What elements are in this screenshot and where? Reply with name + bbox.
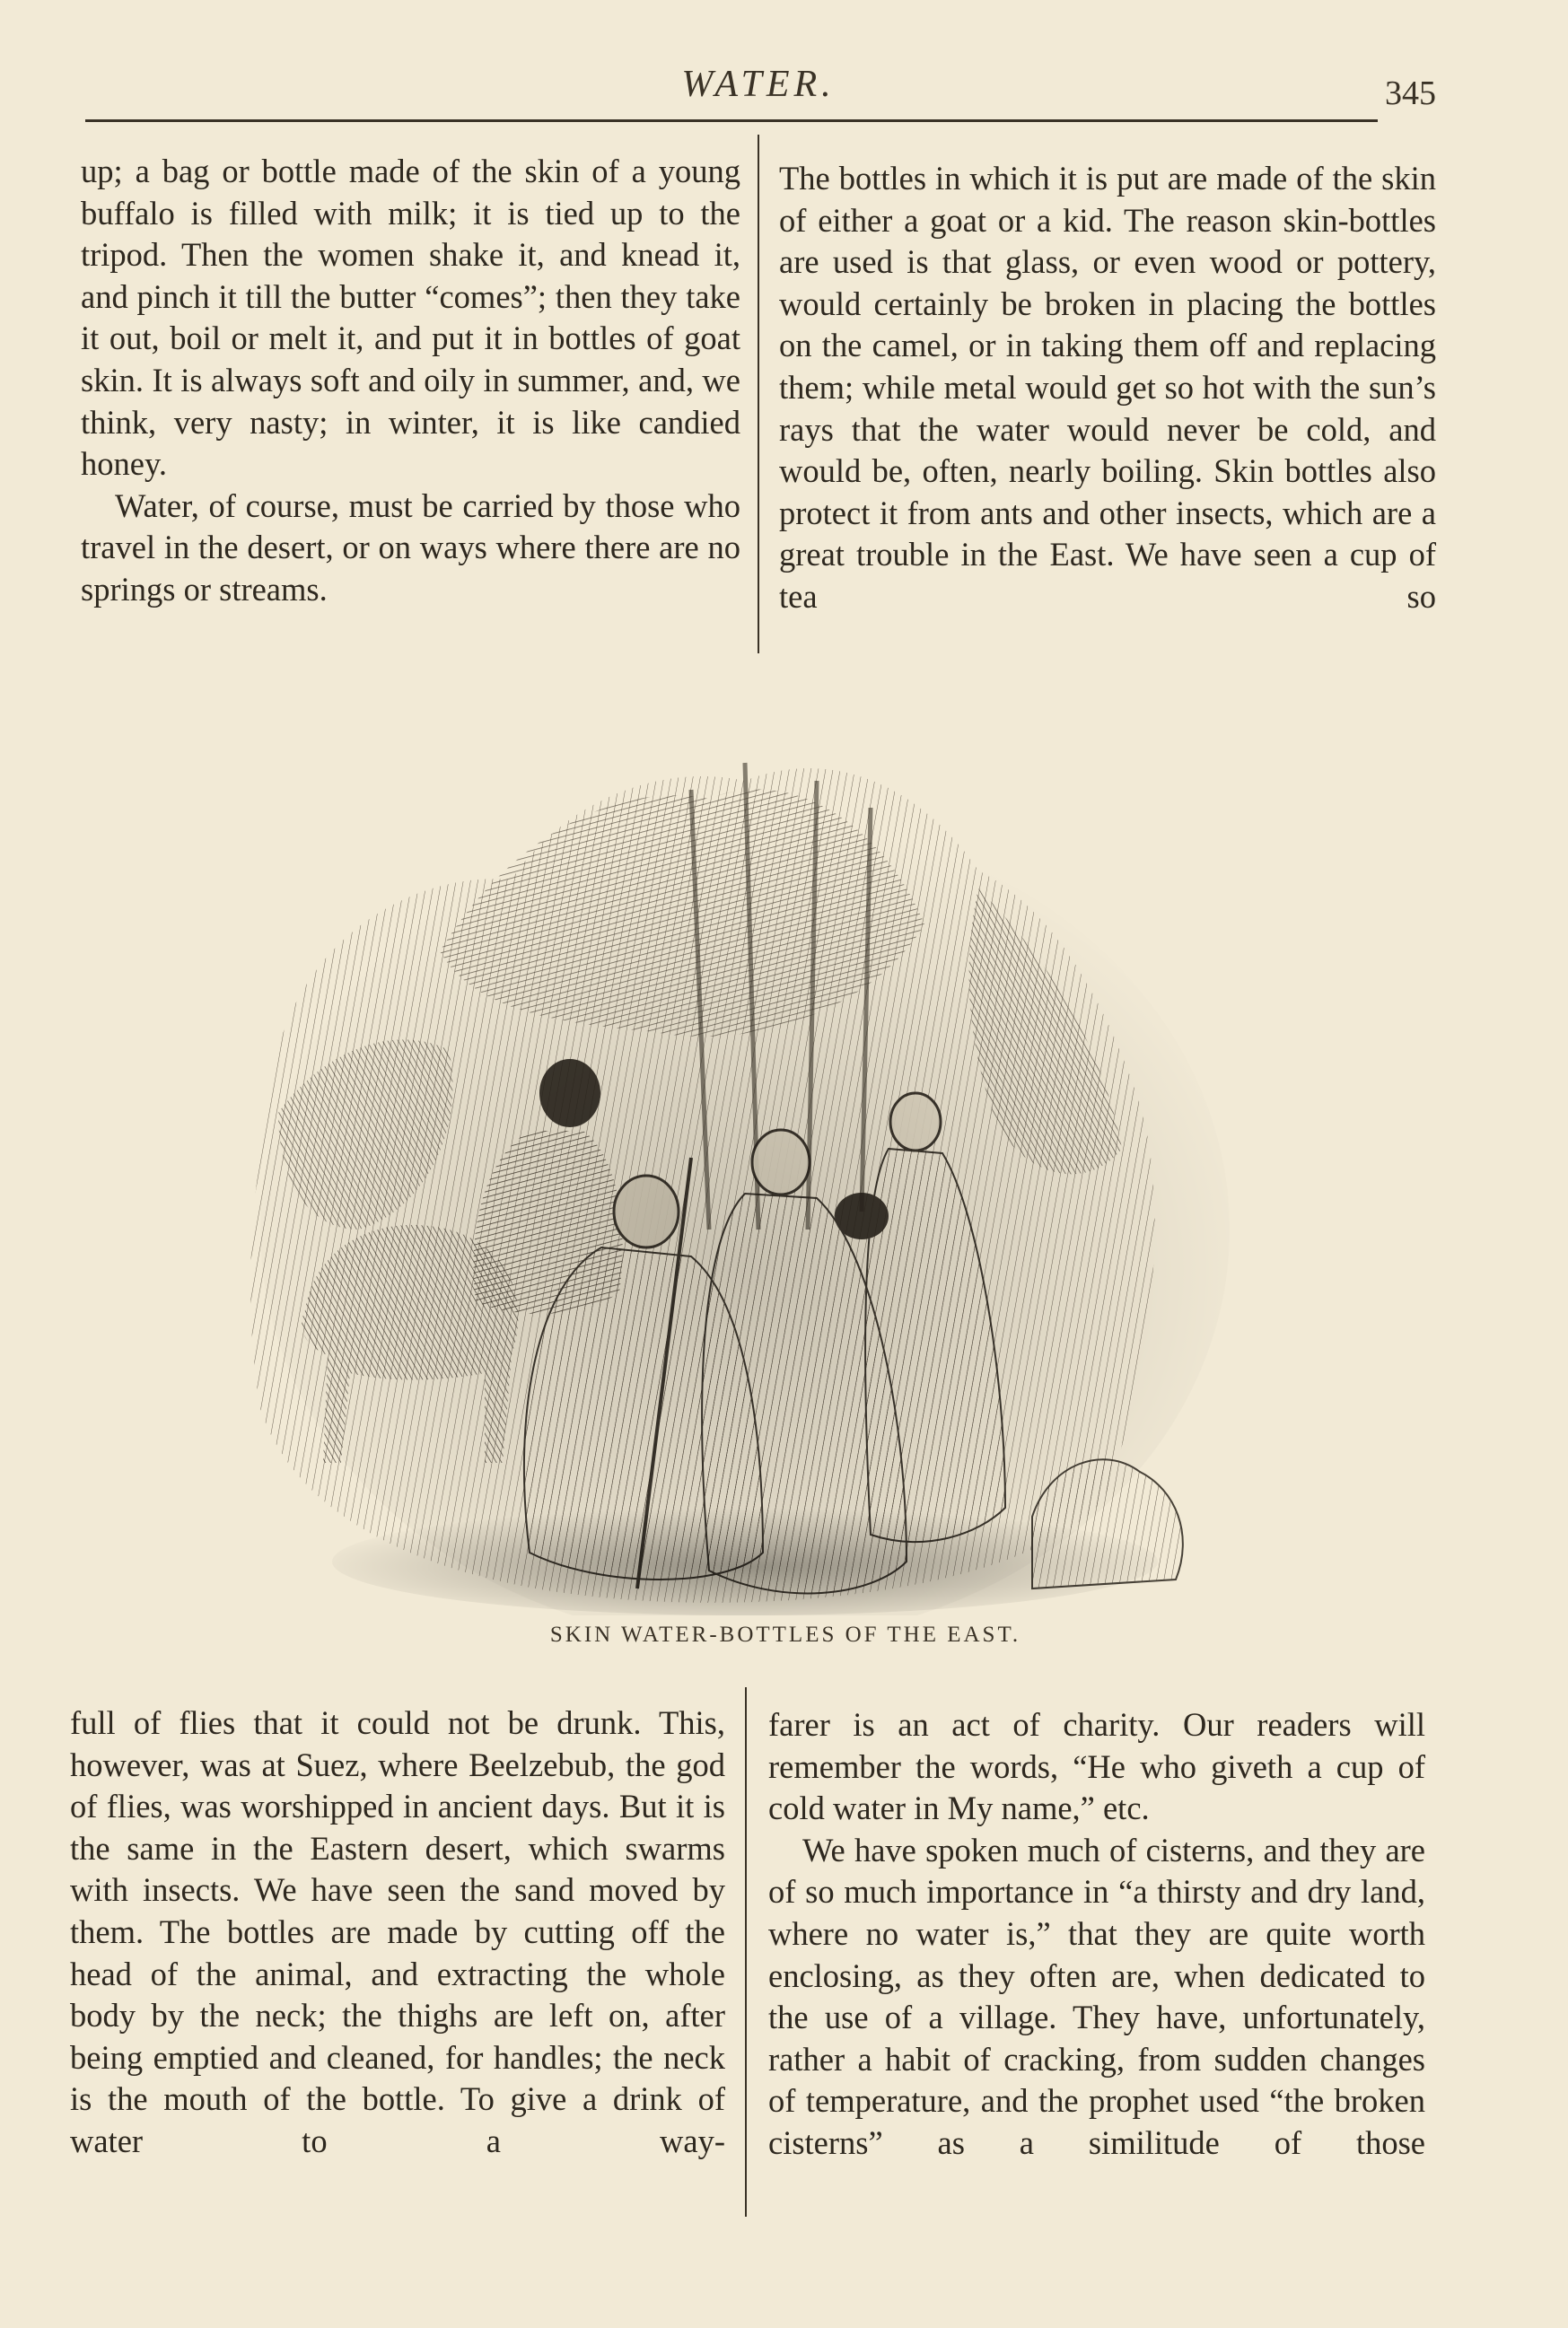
running-title: WATER.	[681, 64, 836, 105]
header-rule	[85, 119, 1378, 122]
running-head	[81, 54, 1436, 117]
engraving-image	[242, 727, 1239, 1615]
engraving-illustration	[242, 727, 1239, 1615]
paragraph: up; a bag or bottle made of the skin of a young buffalo is filled with milk; it is tied up to the tripod. Then the women shake it, and knead it, and pinch it till the butter “comes”; then they take it out, boil or melt it, and put it in bottles of goat skin. It is always soft and oily in summer, and, we think, very nasty; in winter, it is like candied honey.	[81, 153, 740, 483]
column-divider	[745, 1687, 747, 2217]
paragraph: The bottles in which it is put are made of the skin of either a goat or a kid. The reason skin-bottles are used is that glass, or even wood or pottery, would certainly be broken in placing the bottles on the camel, or in taking them off and replacing them; while metal would get so hot with the sun’s rays that the water would never be cold, and would be, often, nearly boiling. Skin bottles also protect it from ants and other insects, which are a great trouble in the East. We have seen a cup of tea so	[779, 160, 1436, 615]
figure-caption: SKIN WATER-BOTTLES OF THE EAST.	[549, 1623, 1021, 1647]
column-divider	[758, 135, 759, 653]
paragraph: Water, of course, must be carried by those who travel in the desert, or on ways where there are no springs or streams.	[81, 486, 740, 608]
top-left-column	[81, 151, 740, 611]
bottom-left-column	[70, 1702, 725, 2163]
paragraph: We have spoken much of cisterns, and they are of so much importance in “a thirsty and dry land, where no water is,” that they are quite worth enclosing, as they often are, when dedicated to the use of a village. They have, unfortunately, rather a habit of cracking, from sudden changes of temperature, and the prophet used “the broken cisterns” as a similitude of those	[768, 1831, 1425, 2161]
paragraph: full of flies that it could not be drunk. This, however, was at Suez, where Beelzebub, the god of flies, was worshipped in ancient days. But it is the same in the Eastern desert, which swarms with insects. We have seen the sand moved by them. The bottles are made by cutting off the head of the animal, and extracting the whole body by the neck; the thighs are left on, after being emptied and cleaned, for handles; the neck is the mouth of the bottle. To give a drink of water to a way-	[70, 1704, 725, 2159]
top-right-column	[779, 158, 1436, 618]
page-number: 345	[1385, 74, 1436, 112]
bottom-right-column	[768, 1704, 1425, 2165]
paragraph: farer is an act of charity. Our readers will remember the words, “He who giveth a cup of cold water in My name,” etc.	[768, 1706, 1425, 1827]
